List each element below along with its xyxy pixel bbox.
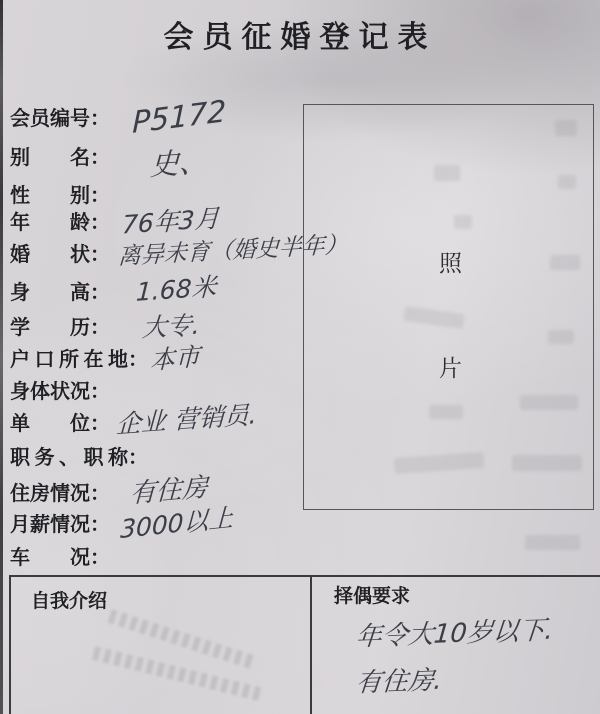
bleed-through-marks (429, 405, 463, 419)
handwritten-age: 76年3月 (121, 203, 221, 240)
bleed-through-marks (550, 255, 580, 270)
field-label: 身高 (10, 282, 90, 304)
field-row-job-title (10, 441, 148, 470)
label-colon: ： (90, 244, 110, 266)
field-row-marital-status (10, 231, 349, 271)
field-label: 车况 (10, 547, 90, 569)
label-colon: ： (90, 212, 110, 234)
handwritten-salary: 3000以上 (119, 502, 234, 545)
self-intro-box (9, 575, 311, 714)
bleed-through-marks (555, 120, 577, 136)
field-row-gender (10, 179, 110, 208)
bleed-through-marks (434, 165, 460, 181)
bleed-through-marks (558, 175, 576, 189)
form-title: 会员征婚登记表 (163, 21, 437, 54)
label-colon: ： (90, 547, 110, 569)
field-row-car (10, 541, 110, 570)
label-colon: ： (90, 483, 110, 505)
photo-label-char-2: 片 (439, 356, 462, 381)
field-label: 性别 (10, 185, 90, 207)
field-row-salary (10, 502, 234, 545)
photo-label-char-1: 照 (439, 251, 462, 276)
bleed-through-marks (525, 535, 580, 550)
bleed-through-marks (394, 452, 485, 474)
label-colon: ： (128, 349, 148, 371)
handwritten-requirement-line2: 有住房. (354, 665, 444, 699)
field-row-employer (10, 400, 258, 443)
partner-requirements-box (311, 575, 600, 714)
handwritten-employer: 企业 营销员. (115, 400, 258, 439)
handwritten-marital-status: 离异未育（婚史半年） (117, 231, 349, 271)
field-label: 学历 (10, 317, 90, 339)
handwritten-member-id: P5172 (132, 94, 227, 141)
label-colon: ： (128, 447, 148, 469)
handwritten-housing: 有住房 (129, 472, 209, 510)
label-colon: ： (90, 381, 110, 403)
handwritten-education: 大专. (141, 310, 201, 343)
bleed-through-marks (512, 455, 582, 471)
handwritten-household: 本市 (149, 341, 201, 376)
field-row-alias (10, 141, 208, 182)
handwritten-requirement-line1: 年令大10岁以下. (354, 615, 555, 653)
label-colon: ： (90, 185, 110, 207)
photo-placeholder-box (303, 104, 594, 510)
field-label: 单位 (10, 413, 90, 435)
partner-requirements-label: 择偶要求 (334, 586, 411, 607)
field-label: 年龄 (10, 212, 90, 234)
field-label: 会员编号 (10, 108, 90, 130)
field-label: 身体状况 (10, 381, 90, 403)
bleed-through-marks (548, 330, 574, 344)
handwritten-height: 1.68米 (135, 272, 218, 307)
field-row-household-registration (10, 343, 200, 379)
handwritten-alias: 史、 (149, 143, 209, 183)
field-label: 户口所在地 (10, 349, 128, 371)
field-label: 别名 (10, 147, 90, 169)
field-label: 婚状 (10, 244, 90, 266)
paper-edge-shadow (0, 0, 3, 714)
bleed-through-marks (403, 306, 465, 329)
label-colon: ： (90, 147, 110, 169)
field-row-member-id (10, 94, 227, 141)
field-label: 住房情况 (10, 483, 90, 505)
self-intro-label: 自我介绍 (31, 591, 108, 612)
label-colon: ： (90, 282, 110, 304)
field-label: 月薪情况 (10, 514, 90, 536)
label-colon: ： (90, 108, 110, 130)
bleed-through-marks (454, 215, 472, 229)
label-colon: ： (90, 317, 110, 339)
field-label: 职务、职称 (10, 447, 128, 469)
field-row-health (10, 375, 110, 404)
label-colon: ： (90, 514, 110, 536)
bleed-through-marks (520, 395, 578, 410)
label-colon: ： (90, 413, 110, 435)
